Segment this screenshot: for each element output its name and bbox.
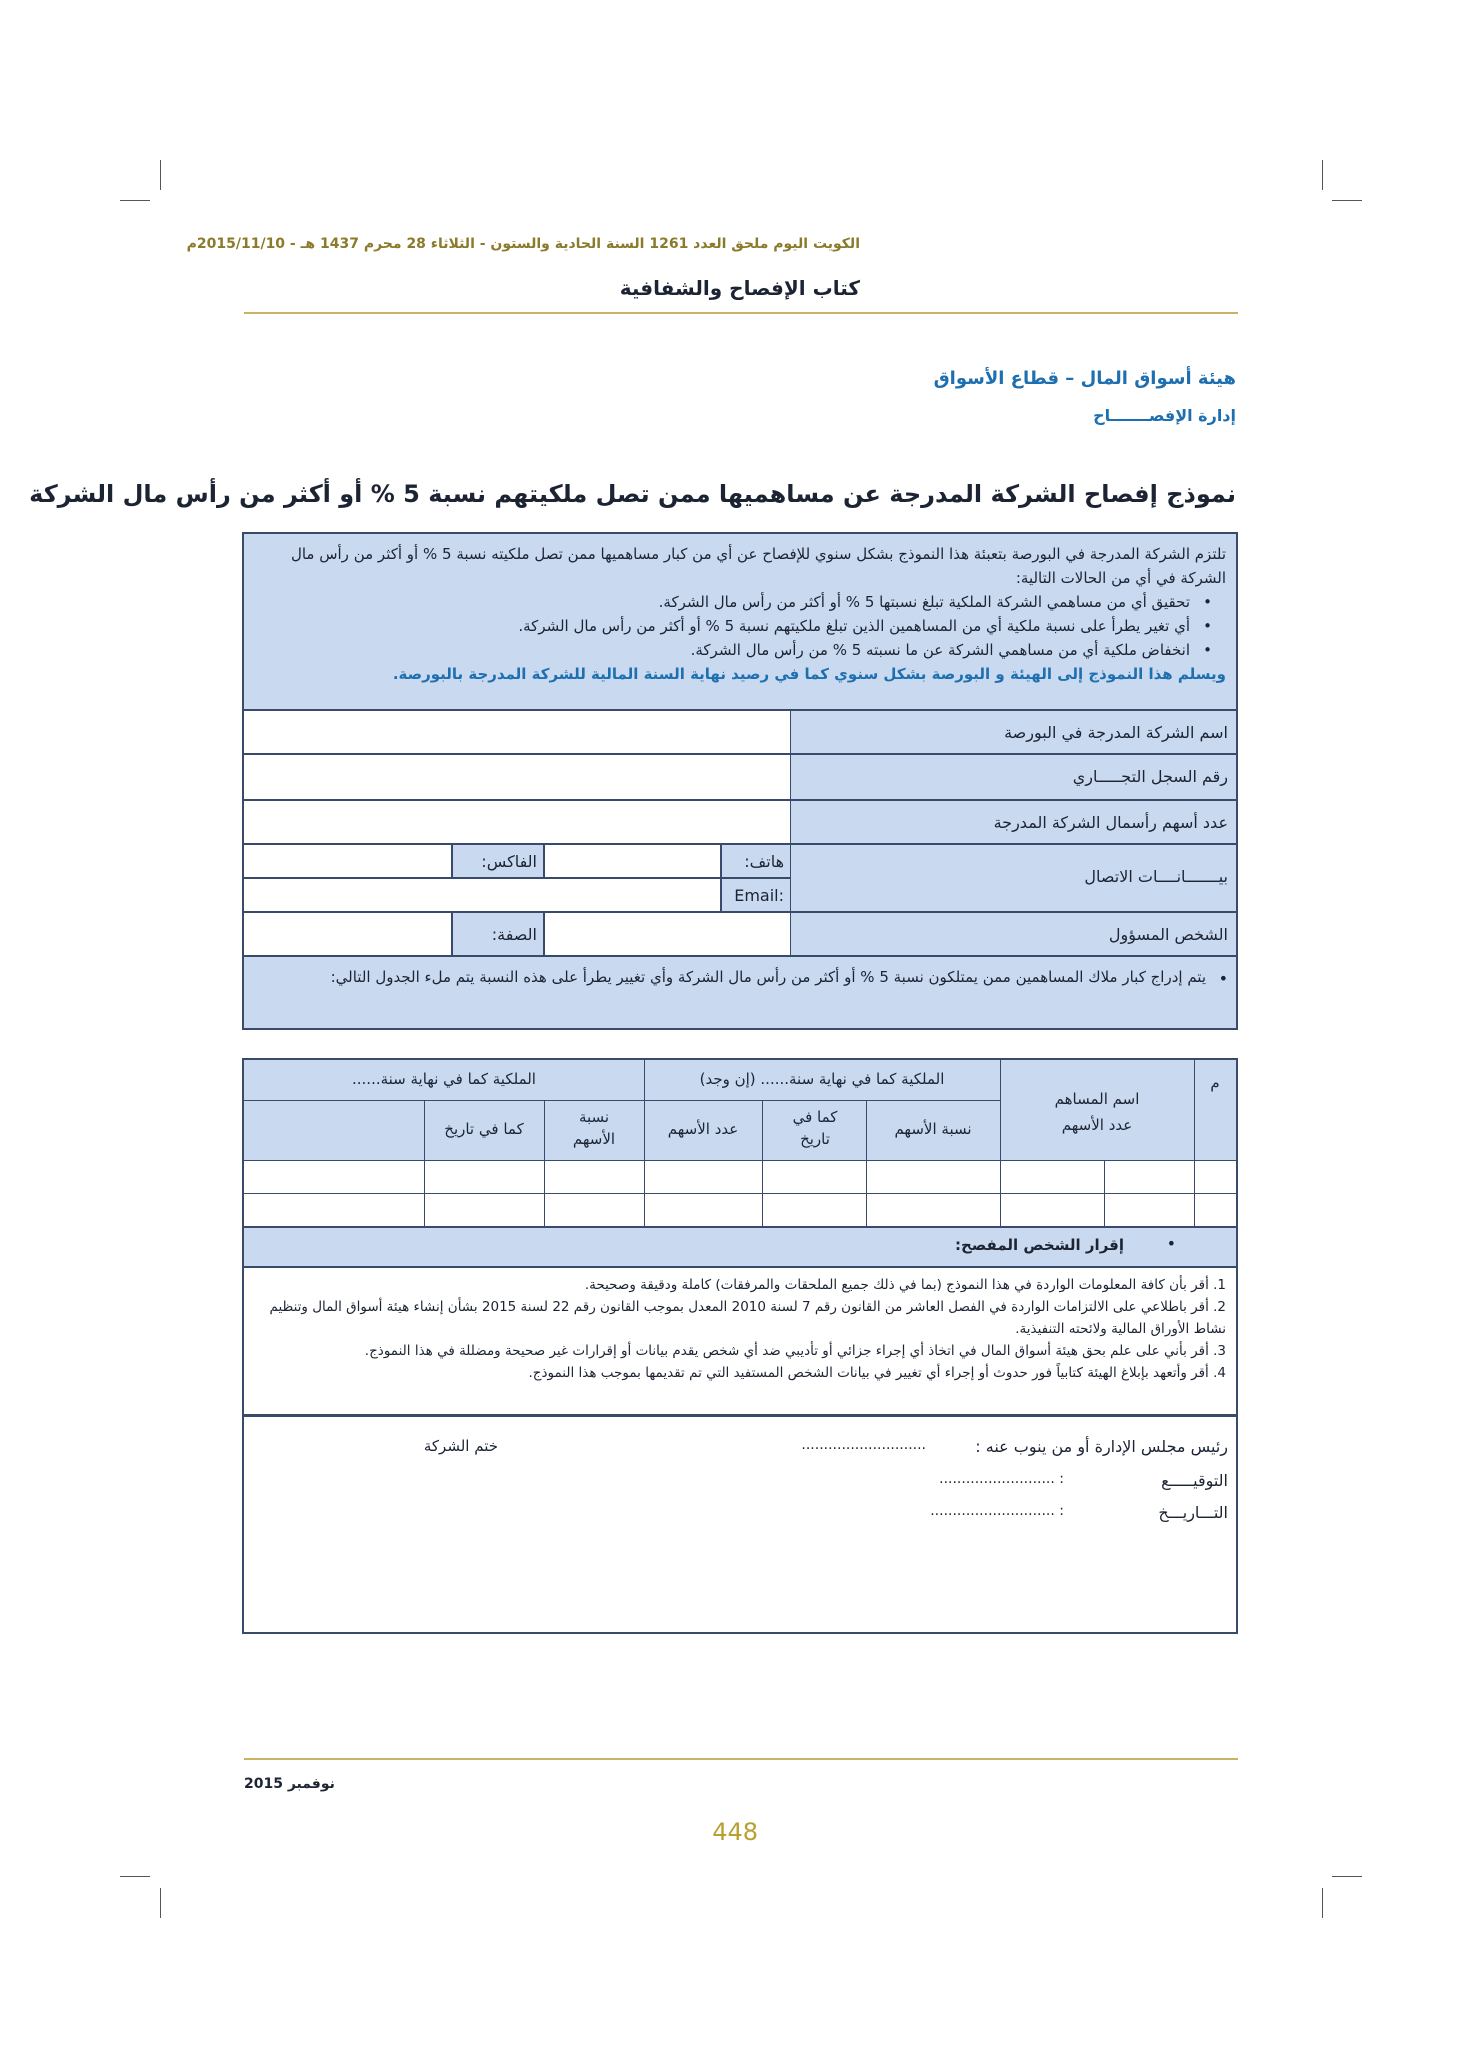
declaration-heading: إقرار الشخص المفصح: bbox=[954, 1236, 1124, 1254]
declaration-item: 4. أقر وأتعهد بإبلاغ الهيئة كتابياً فور حدوث أو إجراء أي تغيير في بيانات الشخص المستفيد التي تم تقديمها بموجب هذا النموذج. bbox=[528, 1365, 1226, 1381]
listing-note: يتم إدراج كبار ملاك المساهمين ممن يمتلكون نسبة 5 % أو أكثر من رأس مال الشركة وأي تغيير يطرأ على هذه النسبة يتم ملء الجدول التالي: bbox=[330, 968, 1206, 986]
group-start-year: الملكية كما في نهاية سنة...... (إن وجد) bbox=[699, 1070, 945, 1088]
position-label: الصفة: bbox=[491, 925, 537, 944]
fax-label-cell bbox=[452, 844, 544, 878]
declaration-list bbox=[242, 1268, 1238, 1416]
disclosure-form bbox=[242, 532, 1238, 1030]
col-share-percent: نسبة الأسهم bbox=[894, 1120, 972, 1138]
shares-count-label: عدد أسهم رأسمال الشركة المدرجة bbox=[993, 813, 1228, 832]
col-as-of-date: كما في تاريخ bbox=[792, 1108, 838, 1148]
crop-mark bbox=[120, 200, 150, 201]
crop-mark bbox=[160, 1888, 161, 1918]
commercial-register-label: رقم السجل التجـــــاري bbox=[1072, 767, 1228, 786]
intro-paragraph: تلتزم الشركة المدرجة في البورصة بتعبئة هذا النموذج بشكل سنوي للإفصاح عن أي من كبار مساهميها ممن تصل ملكيته نسبة 5 % أو أكثر من رأس مال الشركة في أي من الحالات التالية: bbox=[290, 545, 1226, 587]
phone-field[interactable] bbox=[544, 844, 721, 878]
shareholders-table bbox=[242, 1058, 1238, 1228]
commercial-register-label-cell bbox=[790, 754, 1236, 800]
shares-count-label-cell bbox=[790, 800, 1236, 844]
col-shares-count: عدد الأسهم bbox=[1061, 1116, 1133, 1134]
crop-mark bbox=[1322, 160, 1323, 190]
position-label-cell bbox=[452, 912, 544, 956]
intro-bullet: • انخفاض ملكية أي من مساهمي الشركة عن ما نسبته 5 % من رأس مال الشركة. bbox=[254, 638, 1190, 662]
header-meta: الكويت اليوم ملحق العدد 1261 السنة الحادية والستون - الثلاثاء 28 محرم 1437 هـ - 2015/11/10م bbox=[186, 236, 860, 252]
date-field[interactable]: : ............................ bbox=[930, 1503, 1064, 1519]
intro-note: ويسلم هذا النموذج إلى الهيئة و البورصة بشكل سنوي كما في رصيد نهاية السنة المالية للشركة المدرجة بالبورصة. bbox=[392, 665, 1226, 683]
crop-mark bbox=[120, 1876, 150, 1877]
col-share-percent-2: نسبة الأسهم bbox=[572, 1108, 616, 1148]
page-number: 448 bbox=[712, 1818, 758, 1846]
crop-mark bbox=[1332, 1876, 1362, 1877]
email-label-cell bbox=[721, 878, 791, 912]
department-name: إدارة الإفصـــــــاح bbox=[1093, 406, 1236, 425]
contact-info-label-cell bbox=[790, 844, 1236, 912]
col-as-of-date-2: كما في تاريخ bbox=[444, 1120, 524, 1138]
chairman-label: رئيس مجلس الإدارة أو من ينوب عنه : bbox=[975, 1437, 1228, 1456]
crop-mark bbox=[160, 160, 161, 190]
footer-date: نوفمبر 2015 bbox=[244, 1776, 335, 1792]
chairman-field[interactable]: ............................ bbox=[801, 1437, 926, 1453]
email-label: Email: bbox=[734, 886, 784, 905]
authority-name: هيئة أسواق المال – قطاع الأسواق bbox=[933, 368, 1236, 389]
signature-field[interactable]: : .......................... bbox=[939, 1471, 1064, 1487]
company-name-label: اسم الشركة المدرجة في البورصة bbox=[1004, 723, 1228, 742]
position-field[interactable] bbox=[244, 912, 452, 956]
group-end-year: الملكية كما في نهاية سنة...... bbox=[352, 1070, 536, 1088]
phone-label: هاتف: bbox=[744, 852, 784, 871]
intro-bullet: • أي تغير يطرأ على نسبة ملكية أي من المساهمين الذين تبلغ ملكيتهم نسبة 5 % أو أكثر من رأس مال الشركة. bbox=[254, 614, 1190, 638]
email-field[interactable] bbox=[244, 878, 721, 912]
book-title: كتاب الإفصاح والشفافية bbox=[619, 276, 860, 300]
intro-section bbox=[244, 534, 1236, 710]
table-rule bbox=[244, 1100, 1000, 1101]
top-rule bbox=[244, 312, 1238, 314]
contact-info-label: بيـــــــانــــات الاتصال bbox=[1084, 867, 1228, 886]
col-shareholder: اسم المساهم bbox=[1054, 1090, 1140, 1108]
col-no: م bbox=[1210, 1074, 1220, 1092]
table-row[interactable] bbox=[244, 1194, 1236, 1226]
intro-bullets bbox=[254, 590, 1226, 662]
phone-label-cell bbox=[721, 844, 791, 878]
responsible-person-field[interactable] bbox=[544, 912, 791, 956]
commercial-register-field[interactable] bbox=[244, 754, 791, 800]
responsible-person-label: الشخص المسؤول bbox=[1108, 925, 1228, 944]
signature-label: التوقيـــــع bbox=[1161, 1471, 1228, 1490]
declaration-heading-row bbox=[242, 1228, 1238, 1268]
company-seal-label: ختم الشركة bbox=[423, 1437, 498, 1455]
shares-count-field[interactable] bbox=[244, 800, 791, 844]
crop-mark bbox=[1332, 200, 1362, 201]
declaration-item: 3. أقر بأني على علم بحق هيئة أسواق المال في اتخاذ أي إجراء جزائي أو تأديبي ضد أي شخص يقدم بيانات أو إقرارات غير صحيحة ومضللة في هذا النموذج. bbox=[364, 1343, 1226, 1359]
col-shares-count-2: عدد الأسهم bbox=[667, 1120, 739, 1138]
bullet-icon: • bbox=[1166, 1234, 1176, 1253]
table-row[interactable] bbox=[244, 1161, 1236, 1193]
fax-label: الفاكس: bbox=[481, 852, 537, 871]
responsible-person-label-cell bbox=[790, 912, 1236, 956]
intro-bullet: • تحقيق أي من مساهمي الشركة الملكية تبلغ نسبتها 5 % أو أكثر من رأس مال الشركة. bbox=[254, 590, 1190, 614]
crop-mark bbox=[1322, 1888, 1323, 1918]
company-name-label-cell bbox=[790, 710, 1236, 754]
company-name-field[interactable] bbox=[244, 710, 791, 754]
bullet-icon: • bbox=[1218, 969, 1228, 988]
bottom-rule bbox=[244, 1758, 1238, 1760]
declaration-item: 1. أقر بأن كافة المعلومات الواردة في هذا النموذج (بما في ذلك جميع الملحقات والمرفقات) كاملة ودقيقة وصحيحة. bbox=[584, 1277, 1226, 1293]
listing-note-cell bbox=[244, 956, 1236, 1028]
signature-box bbox=[242, 1416, 1238, 1634]
fax-field[interactable] bbox=[244, 844, 452, 878]
declaration-item: 2. أقر باطلاعي على الالتزامات الواردة في الفصل العاشر من القانون رقم 7 لسنة 2010 المعدل بموجب القانون رقم 22 لسنة 2015 بشأن إنشاء هيئة أسواق المال وتنظيم نشاط الأوراق المالية ولائحته التنفيذية. bbox=[269, 1299, 1226, 1337]
date-label: التـــاريـــخ bbox=[1158, 1503, 1228, 1522]
form-title: نموذج إفصاح الشركة المدرجة عن مساهميها ممن تصل ملكيتهم نسبة 5 % أو أكثر من رأس مال الشركة bbox=[29, 480, 1236, 508]
